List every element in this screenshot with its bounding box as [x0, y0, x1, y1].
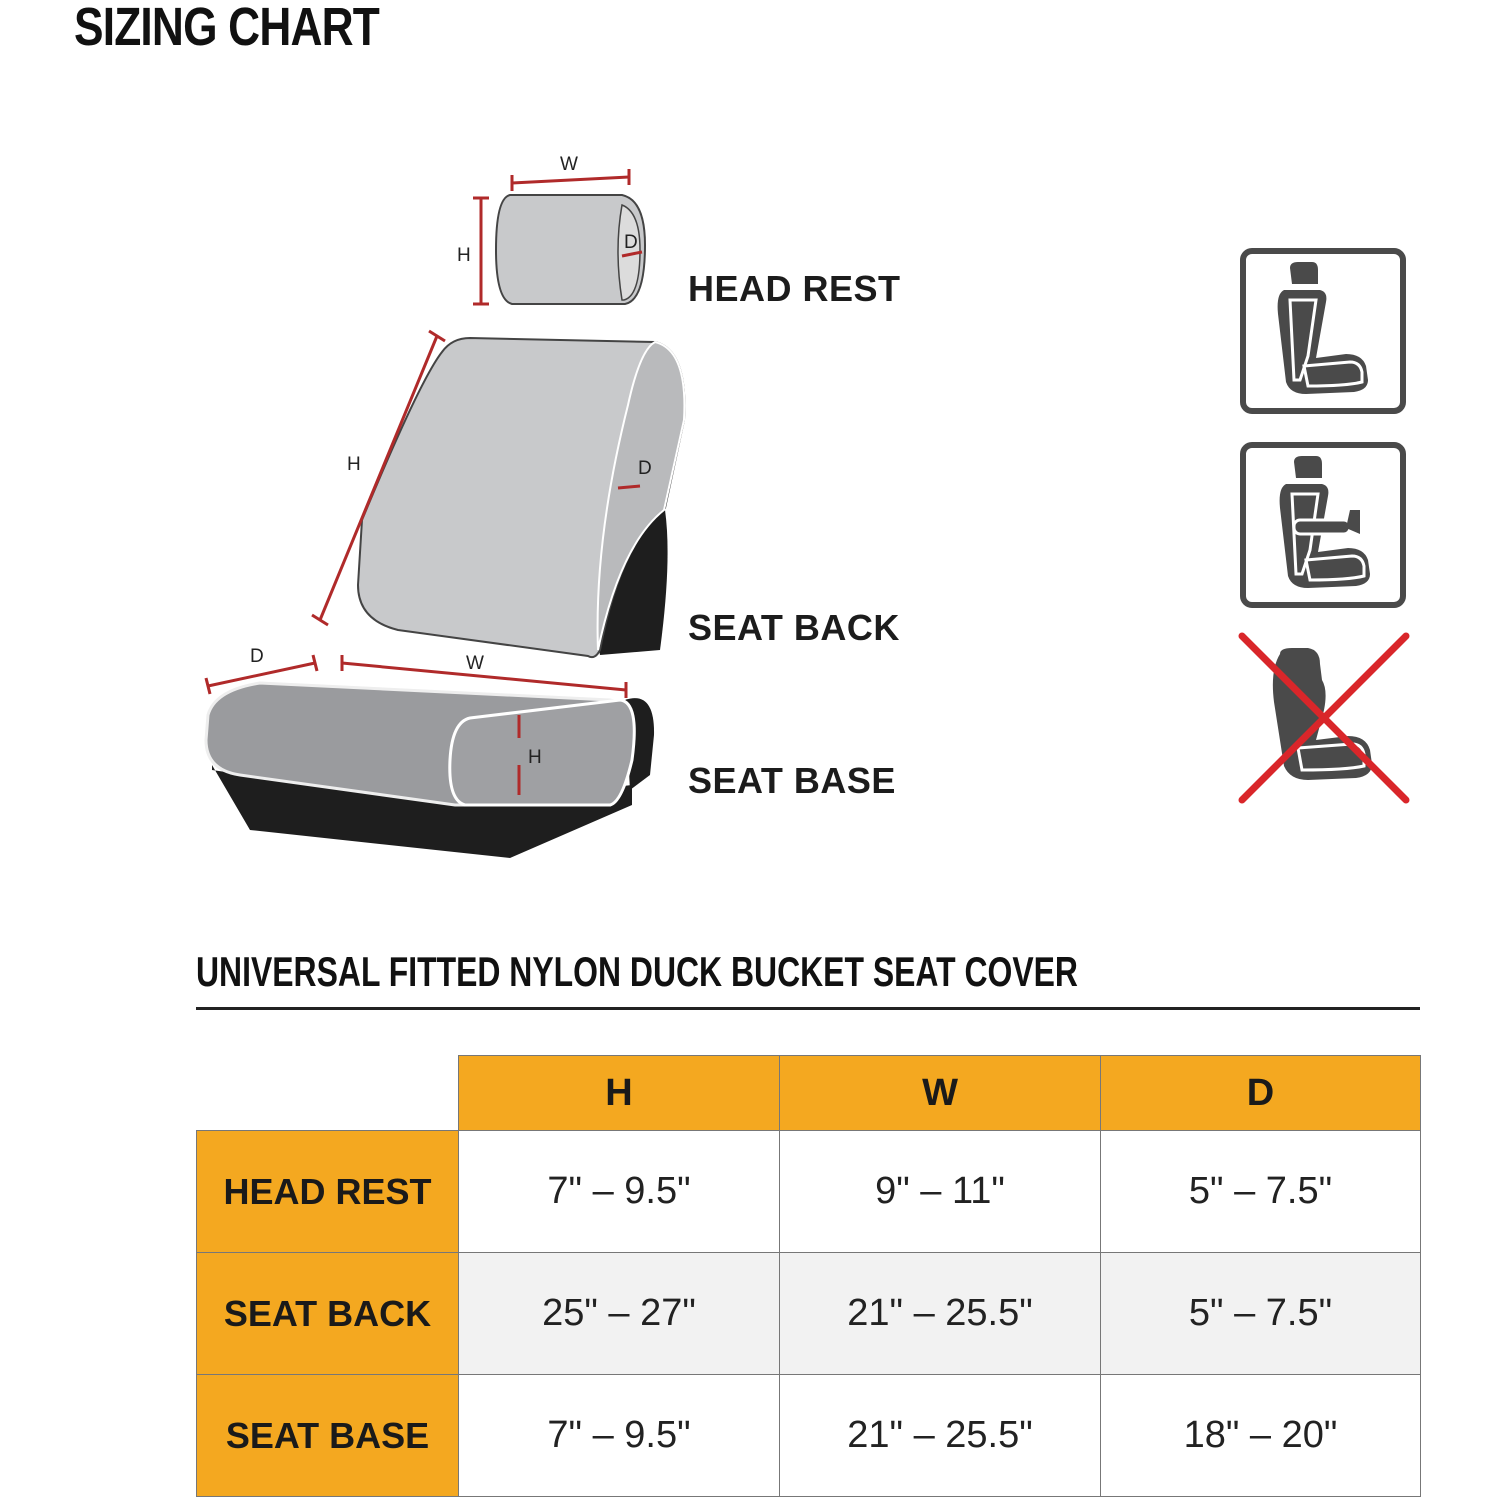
sizing-table	[196, 1055, 1421, 1497]
table-row	[197, 1375, 1421, 1497]
table-cell: 21" – 25.5"	[780, 1253, 1101, 1375]
label-seat-back: SEAT BACK	[688, 607, 900, 648]
table-corner	[197, 1056, 459, 1131]
title-divider	[196, 1007, 1420, 1010]
table-row	[197, 1253, 1421, 1375]
head-rest-shape	[496, 195, 645, 304]
bucket-seat-headrest-icon	[1240, 248, 1406, 414]
table-cell: 5" – 7.5"	[1101, 1253, 1421, 1375]
table-row	[197, 1131, 1421, 1253]
table-cell: 18" – 20"	[1101, 1375, 1421, 1497]
bucket-seat-armrest-icon	[1240, 442, 1406, 608]
table-cell: 9" – 11"	[780, 1131, 1101, 1253]
label-seat-base: SEAT BASE	[688, 760, 896, 801]
row-header-seat-base: SEAT BASE	[197, 1375, 459, 1497]
column-header-d: D	[1101, 1056, 1421, 1131]
base-w-label: W	[466, 653, 484, 674]
hr-d-label: D	[624, 232, 638, 253]
table-title: UNIVERSAL FITTED NYLON DUCK BUCKET SEAT COVER	[196, 948, 1078, 995]
hr-w-label: W	[560, 154, 578, 175]
column-header-w: W	[780, 1056, 1101, 1131]
base-h-label: H	[528, 747, 542, 768]
row-header-seat-back: SEAT BACK	[197, 1253, 459, 1375]
table-cell: 7" – 9.5"	[459, 1131, 780, 1253]
base-d-label: D	[250, 646, 264, 667]
hr-h-label: H	[457, 245, 471, 266]
page-title: SIZING CHART	[74, 0, 380, 57]
table-cell: 7" – 9.5"	[459, 1375, 780, 1497]
seat-back-shape	[358, 338, 684, 657]
sb-h-label: H	[347, 454, 361, 475]
highback-seat-not-compatible-icon	[1236, 630, 1412, 806]
table-cell: 25" – 27"	[459, 1253, 780, 1375]
table-cell: 21" – 25.5"	[780, 1375, 1101, 1497]
table-cell: 5" – 7.5"	[1101, 1131, 1421, 1253]
seat-base-shape	[206, 683, 654, 858]
sb-d-label: D	[638, 458, 652, 479]
label-head-rest: HEAD REST	[688, 268, 901, 309]
column-header-h: H	[459, 1056, 780, 1131]
row-header-head-rest: HEAD REST	[197, 1131, 459, 1253]
table-header-row	[197, 1056, 1421, 1131]
seat-diagram	[0, 0, 900, 880]
